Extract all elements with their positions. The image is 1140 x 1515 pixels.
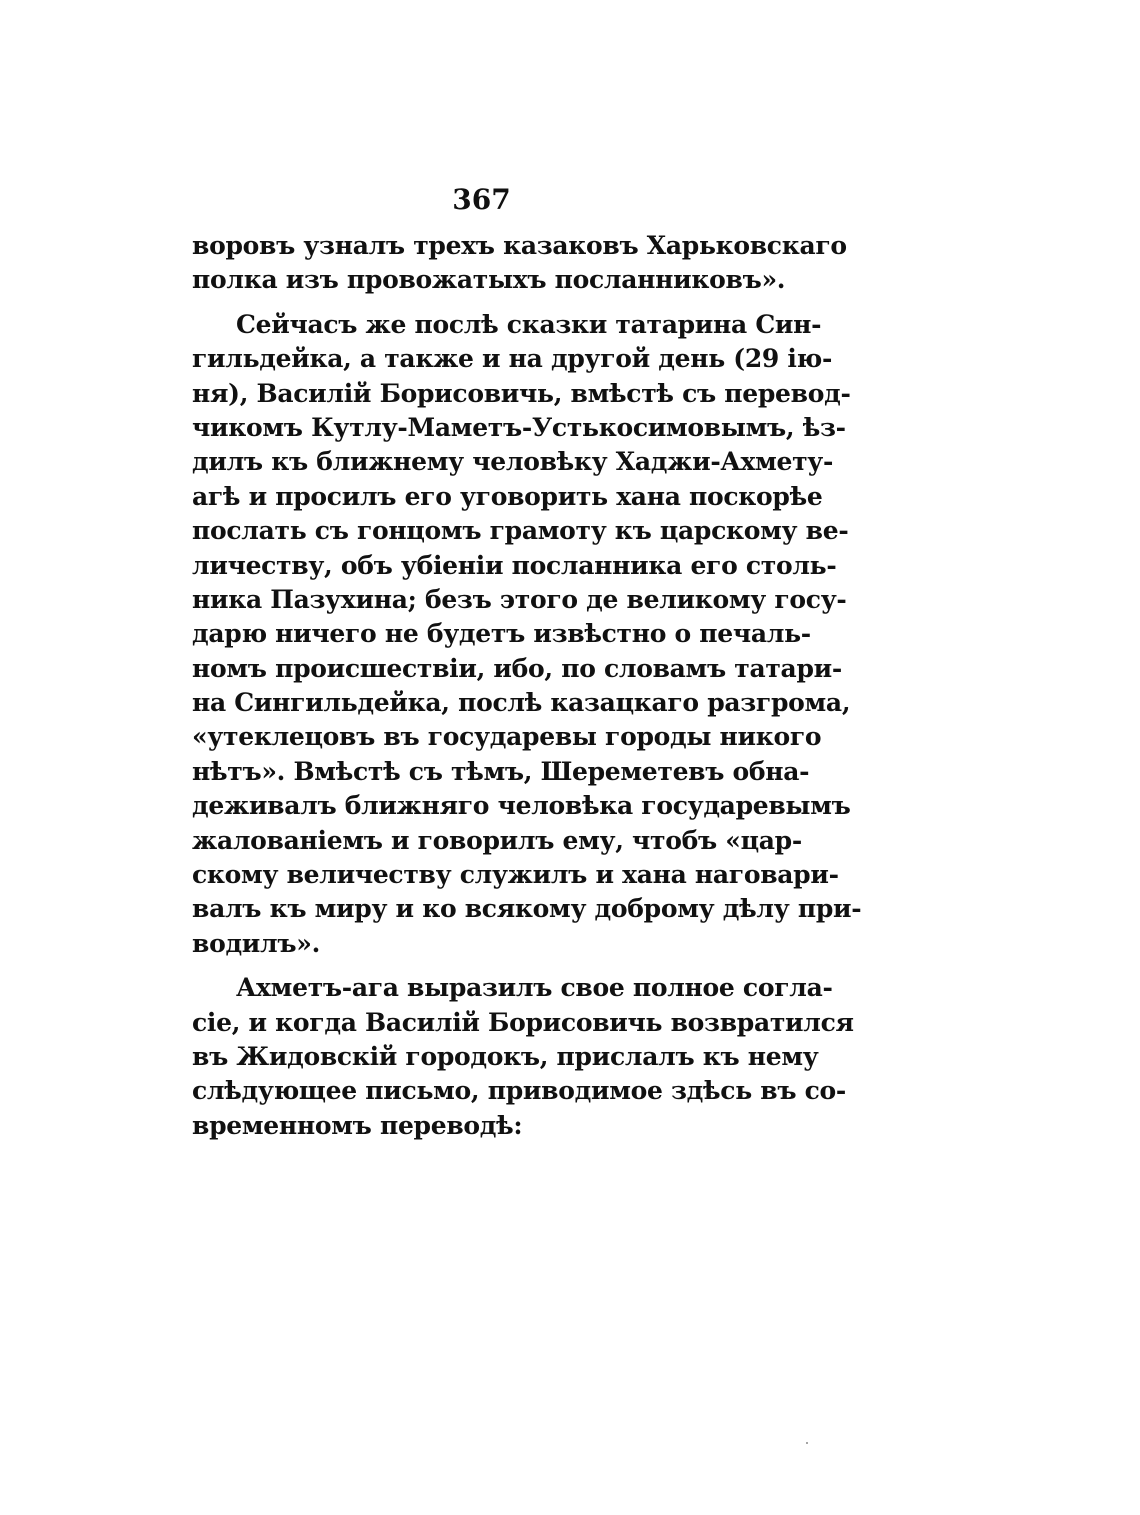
text-line: воровъ узналъ трехъ казаковъ Харьковскаго <box>192 231 847 260</box>
text-line: водилъ». <box>192 928 320 958</box>
text-line: дарю ничего не будетъ извѣстно о печаль- <box>192 619 811 649</box>
text-line: жалованіемъ и говорилъ ему, чтобъ «цар- <box>192 825 802 855</box>
page-number: 367 <box>452 183 511 216</box>
text-line: деживалъ ближняго человѣка государевымъ <box>192 791 851 821</box>
text-line: временномъ переводѣ: <box>192 1110 523 1140</box>
text-line: послать съ гонцомъ грамоту къ царскому ве- <box>192 516 849 546</box>
scan-speck <box>806 1442 808 1444</box>
paragraph-gap <box>192 298 768 308</box>
text-line: нѣтъ». Вмѣстѣ съ тѣмъ, Шереметевъ обна- <box>192 756 810 786</box>
text-line: номъ происшествіи, ибо, по словамъ татари- <box>192 653 842 683</box>
text-line: полка изъ провожатыхъ посланниковъ». <box>192 265 786 295</box>
text-line: личеству, объ убіеніи посланника его столь- <box>192 550 837 580</box>
text-line: слѣдующее письмо, приводимое здѣсь въ со- <box>192 1076 847 1106</box>
paragraph-gap <box>192 961 768 971</box>
text-line: гильдейка, а также и на другой день (29 ію- <box>192 344 833 374</box>
text-line: на Сингильдейка, послѣ казацкаго разгрома, <box>192 688 851 718</box>
text-line: «утеклецовъ въ государевы городы никого <box>192 722 822 752</box>
text-line: ника Пазухина; безъ этого де великому госу- <box>192 584 847 614</box>
text-line: скому величеству служилъ и хана наговари- <box>192 860 839 890</box>
text-line: сіе, и когда Василій Борисовичь возвратился <box>192 1007 854 1037</box>
text-line: Сейчасъ же послѣ сказки татарина Син- <box>236 309 822 339</box>
text-line: валъ къ миру и ко всякому доброму дѣлу при- <box>192 894 862 924</box>
text-line: ня), Василій Борисовичь, вмѣстѣ съ перевод- <box>192 378 851 408</box>
body-text <box>192 229 862 1143</box>
text-line: въ Жидовскій городокъ, прислалъ къ нему <box>192 1041 819 1071</box>
text-line: Ахметъ-ага выразилъ свое полное согла- <box>236 973 833 1003</box>
text-line: агѣ и просилъ его уговорить хана поскорѣе <box>192 481 823 511</box>
text-line: чикомъ Кутлу-Маметъ-Устькосимовымъ, ѣз- <box>192 412 846 442</box>
text-line: дилъ къ ближнему человѣку Хаджи-Ахмету- <box>192 447 834 477</box>
